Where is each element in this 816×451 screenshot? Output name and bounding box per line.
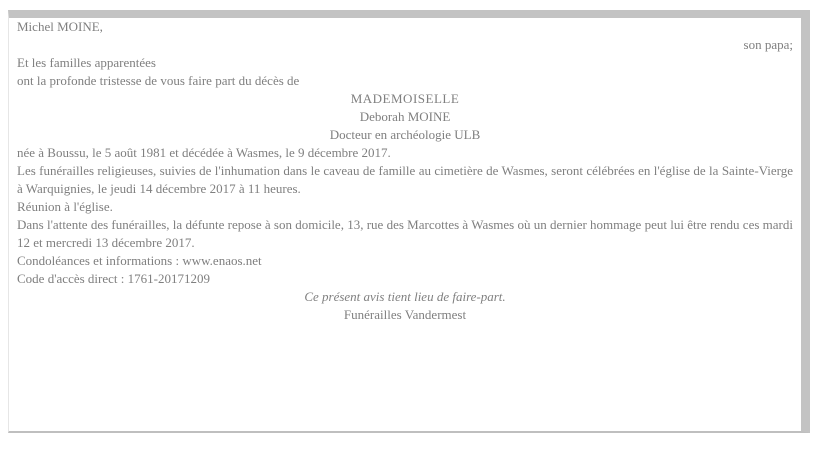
announcement-line: ont la profonde tristesse de vous faire part du décès de [17, 73, 300, 88]
access-code-line: Code d'accès direct : 1761-20171209 [17, 271, 210, 286]
deceased-name: Deborah MOINE [359, 109, 451, 124]
declarant-name: Michel MOINE, [17, 19, 103, 34]
families-line: Et les familles apparentées [17, 55, 156, 70]
page-background [0, 10, 816, 451]
deceased-title: Docteur en archéologie ULB [329, 127, 481, 142]
repose-details-paragraph: Dans l'attente des funérailles, la défunte repose à son domicile, 13, rue des Marcottes à Wasmes où un dernier hommage peut lui être rendu ces mardi 12 et mercredi 13 décembre 2017. [17, 217, 793, 250]
condolences-line: Condoléances et informations : www.enaos.net [17, 253, 262, 268]
meeting-line: Réunion à l'église. [17, 199, 113, 214]
life-dates-line: née à Boussu, le 5 août 1981 et décédée à Wasmes, le 9 décembre 2017. [17, 145, 391, 160]
closing-line: Ce présent avis tient lieu de faire-part. [304, 289, 506, 304]
funeral-details-paragraph: Les funérailles religieuses, suivies de l'inhumation dans le caveau de famille au cimetière de Wasmes, seront célébrées en l'église de la Sainte-Vierge à Warquignies, le jeudi 14 décembre 2017 à 11 heures. [17, 163, 793, 196]
notice-card [8, 10, 810, 433]
funeral-home-name: Funérailles Vandermest [343, 307, 467, 322]
relation-label: son papa; [743, 37, 793, 52]
honorific-label: MADEMOISELLE [350, 91, 460, 106]
